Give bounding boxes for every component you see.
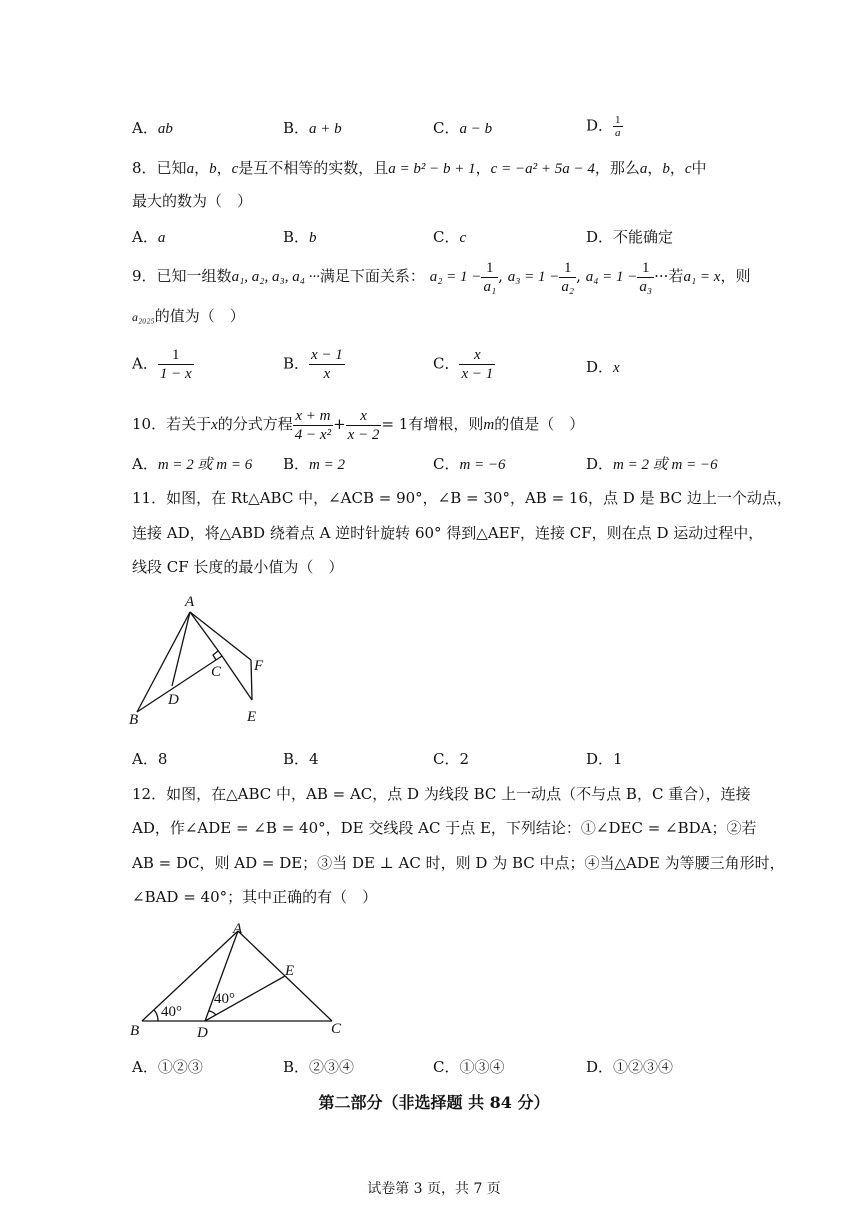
q8-line1: 8．已知a，b，c是互不相等的实数，且a = b² − b + 1，c = −a² + 5a − 4，那么a，b，c中 bbox=[132, 159, 707, 177]
q9-option-b: B． $\frac{x - 1}{x}$ bbox=[283, 347, 343, 382]
q11-seg-ef bbox=[251, 660, 252, 700]
q11-label-b: B bbox=[129, 712, 139, 728]
q11-line3: 线段 CF 长度的最小值为（ ） bbox=[132, 558, 344, 576]
q7-option-a: A．ab bbox=[132, 119, 173, 137]
q12-figure bbox=[125, 915, 355, 1040]
q11-label-a: A bbox=[185, 594, 195, 610]
q9-option-c: C． $\frac{x}{x - 1}$ bbox=[433, 347, 494, 382]
q11-option-a: A．8 bbox=[132, 750, 168, 768]
q11-line1: 11．如图，在 Rt△ABC 中，∠ACB = 90°，∠B = 30°，AB = 16，点 D 是 BC 边上一个动点， bbox=[132, 489, 792, 507]
q12-option-c: C．①③④ bbox=[433, 1058, 505, 1076]
q11-label-d: D bbox=[168, 692, 179, 708]
q11-label-c: C bbox=[211, 664, 222, 680]
q12-label-c: C bbox=[331, 1021, 342, 1037]
q11-label-f: F bbox=[254, 658, 264, 674]
q11-seg-ab bbox=[137, 612, 190, 712]
q9-line1: 9．已知一组数a₁, a₂, a₃, a₄ ···满足下面关系： a₂ = 1 − $\frac{1}{\text{a₁}}$ , a₃ = 1 − $\frac{1}{\text{a₂}}$ , a₄ = 1 − $\frac{1}{\text{a₃}}$ ···若a₁ = x，则 bbox=[132, 259, 751, 295]
q12-line3: AB = DC，则 AD = DE；③当 DE ⊥ AC 时，则 D 为 BC 中点；④当△ADE 为等腰三角形时， bbox=[132, 854, 785, 872]
q7-option-b: B．a + b bbox=[283, 119, 342, 137]
q10-option-c: C．m = −6 bbox=[433, 455, 506, 473]
q12-angle-arc-b bbox=[154, 1010, 158, 1021]
q12-seg-ad bbox=[205, 931, 238, 1021]
q10-option-a: A．m = 2 或 m = 6 bbox=[132, 455, 253, 473]
q12-option-a: A．①②③ bbox=[132, 1058, 203, 1076]
q11-option-b: B．4 bbox=[283, 750, 319, 768]
q12-label-b: B bbox=[130, 1023, 140, 1039]
q8-option-a: A．a bbox=[132, 228, 166, 246]
section-title: 第二部分（非选择题 共 84 分） bbox=[318, 1093, 550, 1112]
q7-option-d: D． $\frac{1}{a}$ bbox=[586, 114, 621, 139]
q11-option-d: D．1 bbox=[586, 750, 623, 768]
q10-option-d: D．m = 2 或 m = −6 bbox=[586, 455, 718, 473]
q11-seg-cf bbox=[222, 656, 252, 700]
q9-option-a: A． $\frac{1}{1 - x}$ bbox=[132, 347, 192, 382]
page-footer: 试卷第 3 页，共 7 页 bbox=[367, 1181, 501, 1197]
q11-label-e: E bbox=[247, 709, 257, 725]
q10-line1: 10．若关于x的分式方程 $\frac{x + m}{\text{4 − x²}}$ + $\frac{x}{x - 2}$ = 1有增根，则m的值是（ ） bbox=[132, 407, 585, 443]
q11-figure bbox=[125, 590, 285, 730]
q9-line2: a₂₀₂₅的值为（ ） bbox=[132, 307, 245, 325]
q12-seg-ab bbox=[142, 931, 238, 1021]
q12-line1: 12．如图，在△ABC 中，AB = AC，点 D 为线段 BC 上一动点（不与点 B，C 重合），连接 bbox=[132, 785, 751, 803]
q7-option-c: C．a − b bbox=[433, 119, 493, 137]
q11-seg-ae bbox=[190, 612, 251, 660]
q11-line2: 连接 AD，将△ABD 绕着点 A 逆时针旋转 60° 得到△AEF，连接 CF，则在点 D 运动过程中， bbox=[132, 524, 764, 542]
q11-seg-bc bbox=[137, 656, 222, 712]
q9-option-d: D．x bbox=[586, 358, 620, 376]
q8-line2: 最大的数为（ ） bbox=[132, 192, 253, 210]
q12-line4: ∠BAD = 40°；其中正确的有（ ） bbox=[132, 888, 378, 906]
q12-label-e: E bbox=[285, 963, 295, 979]
q8-option-b: B．b bbox=[283, 228, 317, 246]
q12-label-a: A bbox=[233, 921, 243, 937]
q12-label-d: D bbox=[197, 1025, 208, 1040]
q8-option-d: D．不能确定 bbox=[586, 228, 674, 246]
q12-line2: AD，作∠ADE = ∠B = 40°，DE 交线段 AC 于点 E，下列结论：①∠DEC = ∠BDA；②若 bbox=[132, 819, 757, 837]
q12-angle-arc-d bbox=[209, 1011, 216, 1015]
q12-option-d: D．①②③④ bbox=[586, 1058, 674, 1076]
q12-angle-b-label: 40° bbox=[161, 1004, 182, 1020]
q11-option-c: C．2 bbox=[433, 750, 470, 768]
q12-angle-d-label: 40° bbox=[214, 991, 235, 1007]
q12-option-b: B．②③④ bbox=[283, 1058, 355, 1076]
q10-option-b: B．m = 2 bbox=[283, 455, 345, 473]
q11-seg-ad bbox=[172, 612, 190, 686]
q8-option-c: C．c bbox=[433, 228, 467, 246]
